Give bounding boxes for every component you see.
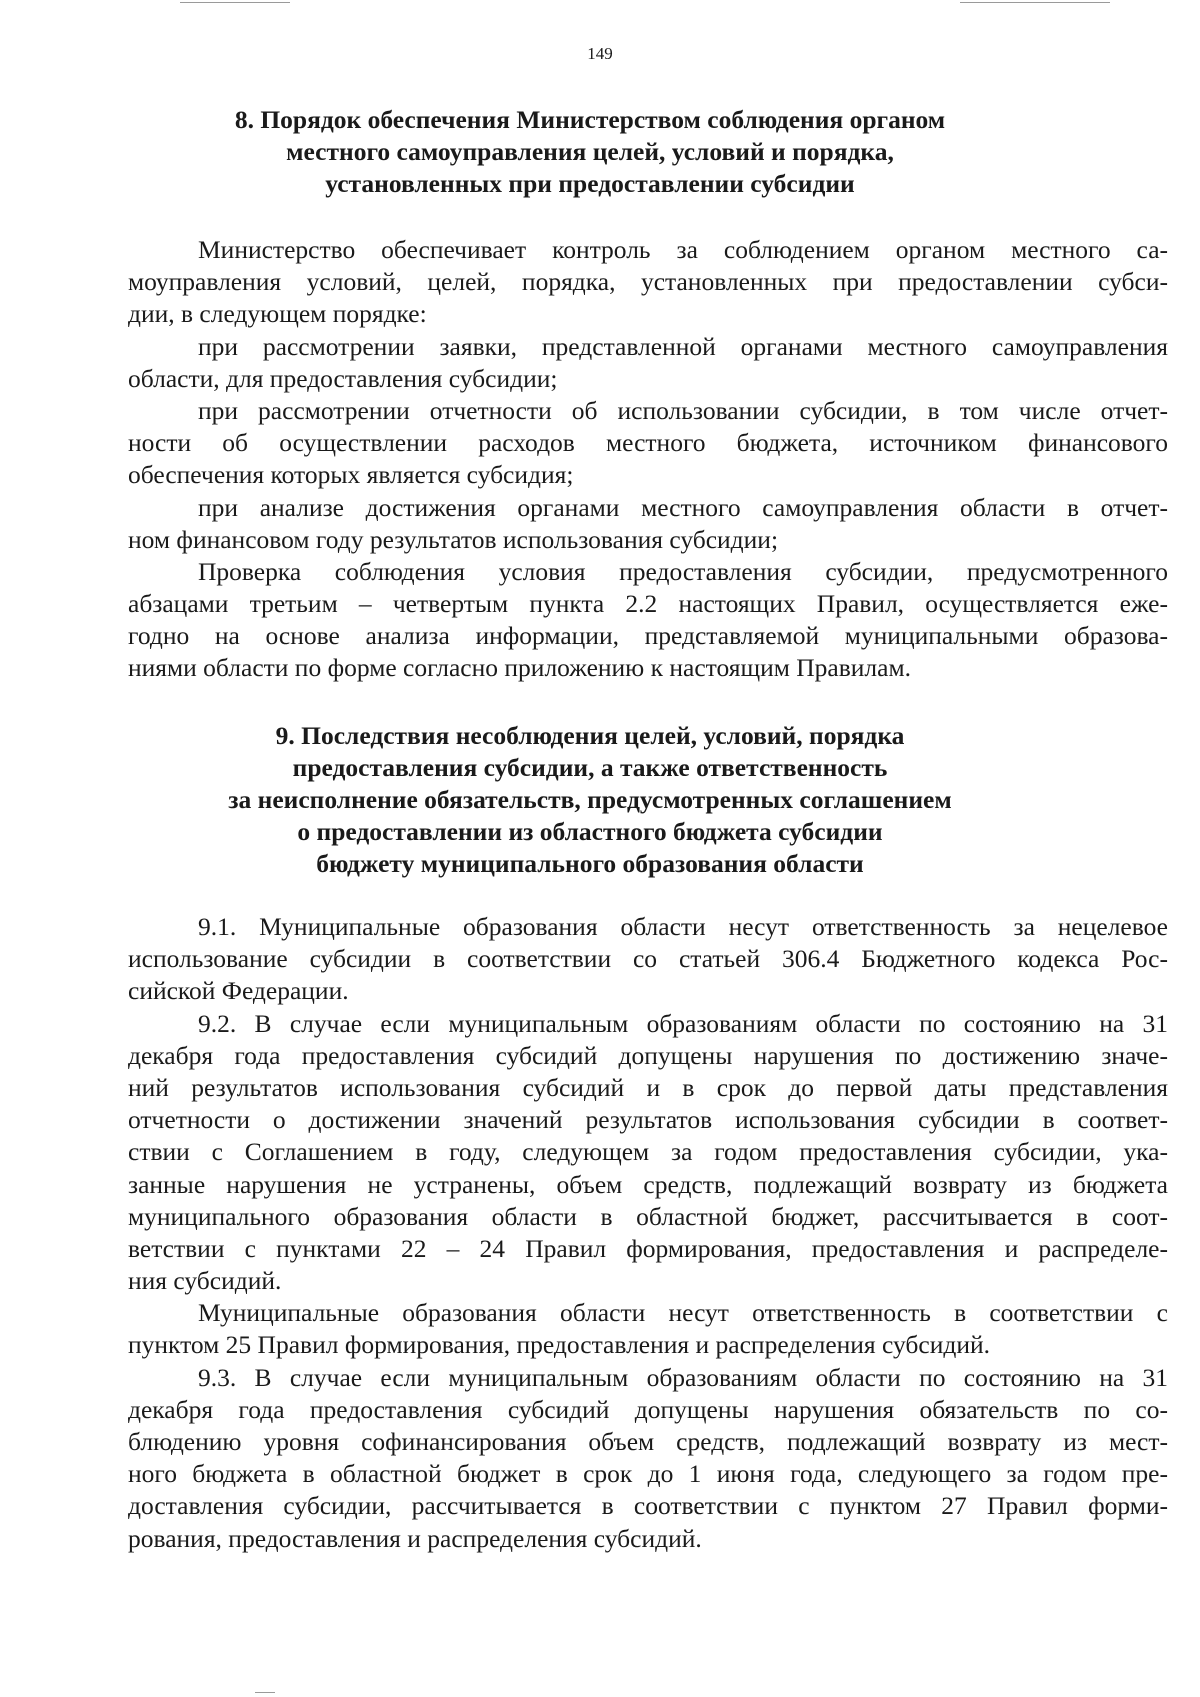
- text-line: моуправления условий, целей, порядка, установленных при предоставлении субси-: [128, 267, 1168, 297]
- text-line: Проверка соблюдения условия предоставления субсидии, предусмотренного: [198, 556, 1168, 586]
- text-line: области, для предоставления субсидии;: [128, 363, 558, 393]
- text-line: занные нарушения не устранены, объем средств, подлежащий возврату из бюджета: [128, 1169, 1168, 1199]
- text-line: обеспечения которых является субсидия;: [128, 460, 574, 490]
- paragraph-9-1: [128, 911, 1168, 1008]
- text-line: ности об осуществлении расходов местного бюджета, источником финансового: [128, 428, 1168, 458]
- text-line: использование субсидии в соответствии со статьей 306.4 Бюджетного кодекса Рос-: [128, 944, 1168, 974]
- scan-edge-mark: [255, 1692, 275, 1693]
- text-line: абзацами третьим – четвертым пункта 2.2 настоящих Правил, осуществляется еже-: [128, 589, 1168, 619]
- paragraph: [128, 492, 1168, 556]
- text-line: 9.2. В случае если муниципальным образованиям области по состоянию на 31: [198, 1008, 1168, 1038]
- section-8-heading: [150, 104, 1030, 200]
- text-line: Министерство обеспечивает контроль за соблюдением органом местного са-: [198, 235, 1168, 264]
- section-9-body: [128, 911, 1168, 1555]
- section-8-body: [128, 234, 1168, 685]
- paragraph: [128, 556, 1168, 685]
- text-line: декабря года предоставления субсидий допущены нарушения по достижению значе-: [128, 1040, 1168, 1070]
- text-line: при анализе достижения органами местного самоуправления области в отчет-: [198, 492, 1168, 522]
- text-line: муниципального образования области в областной бюджет, рассчитывается в соот-: [128, 1201, 1168, 1231]
- text-line: доставления субсидии, рассчитывается в соответствии с пунктом 27 Правил форми-: [128, 1491, 1168, 1521]
- paragraph-9-3: [128, 1362, 1168, 1555]
- text-line: ветствии с пунктами 22 – 24 Правил формирования, предоставления и распределе-: [128, 1233, 1168, 1263]
- text-line: Муниципальные образования области несут ответственность в соответствии с: [198, 1298, 1168, 1328]
- text-line: ного бюджета в областной бюджет в срок до 1 июня года, следующего за годом пре-: [128, 1459, 1168, 1489]
- heading-line: предоставления субсидии, а также ответственность: [292, 753, 888, 782]
- text-line: ний результатов использования субсидий и в срок до первой даты представления: [128, 1072, 1168, 1102]
- page-number: 149: [587, 44, 613, 63]
- text-line: сийской Федерации.: [128, 976, 349, 1006]
- paragraph: [128, 234, 1168, 331]
- text-line: рования, предоставления и распределения субсидий.: [128, 1523, 702, 1553]
- text-line: годно на основе анализа информации, представляемой муниципальными образова-: [128, 621, 1168, 651]
- text-line: пунктом 25 Правил формирования, предоставления и распределения субсидий.: [128, 1330, 991, 1360]
- heading-line: за неисполнение обязательств, предусмотренных соглашением: [228, 785, 952, 814]
- scan-edge-mark: [180, 2, 290, 3]
- paragraph: [128, 395, 1168, 492]
- paragraph-9-2: [128, 1008, 1168, 1298]
- heading-line: установленных при предоставлении субсидии: [325, 169, 855, 198]
- paragraph: [128, 1297, 1168, 1361]
- heading-line: бюджету муниципального образования области: [316, 849, 864, 878]
- heading-line: о предоставлении из областного бюджета субсидии: [297, 817, 883, 846]
- section-9-heading: [150, 720, 1030, 880]
- text-line: блюдению уровня софинансирования объем средств, подлежащий возврату из мест-: [128, 1427, 1168, 1456]
- text-line: декабря года предоставления субсидий допущены нарушения обязательств по со-: [128, 1394, 1168, 1424]
- text-line: отчетности о достижении значений результатов использования субсидии в соответ-: [128, 1105, 1168, 1135]
- text-line: при рассмотрении заявки, представленной органами местного самоуправления: [198, 331, 1168, 361]
- text-line: 9.3. В случае если муниципальным образованиям области по состоянию на 31: [198, 1362, 1168, 1392]
- heading-line: местного самоуправления целей, условий и порядка,: [286, 137, 894, 166]
- text-line: ном финансовом году результатов использования субсидии;: [128, 524, 779, 554]
- heading-line: 8. Порядок обеспечения Министерством соблюдения органом: [234, 105, 946, 134]
- paragraph: [128, 331, 1168, 395]
- text-line: ниями области по форме согласно приложению к настоящим Правилам.: [128, 653, 911, 683]
- text-line: ствии с Соглашением в году, следующем за годом предоставления субсидии, ука-: [128, 1137, 1168, 1167]
- text-line: 9.1. Муниципальные образования области несут ответственность за нецелевое: [198, 912, 1168, 941]
- heading-line: 9. Последствия несоблюдения целей, условий, порядка: [275, 721, 905, 750]
- text-line: ния субсидий.: [128, 1266, 282, 1296]
- text-line: дии, в следующем порядке:: [128, 299, 427, 329]
- scan-edge-mark: [960, 2, 1110, 3]
- text-line: при рассмотрении отчетности об использовании субсидии, в том числе отчет-: [198, 395, 1168, 425]
